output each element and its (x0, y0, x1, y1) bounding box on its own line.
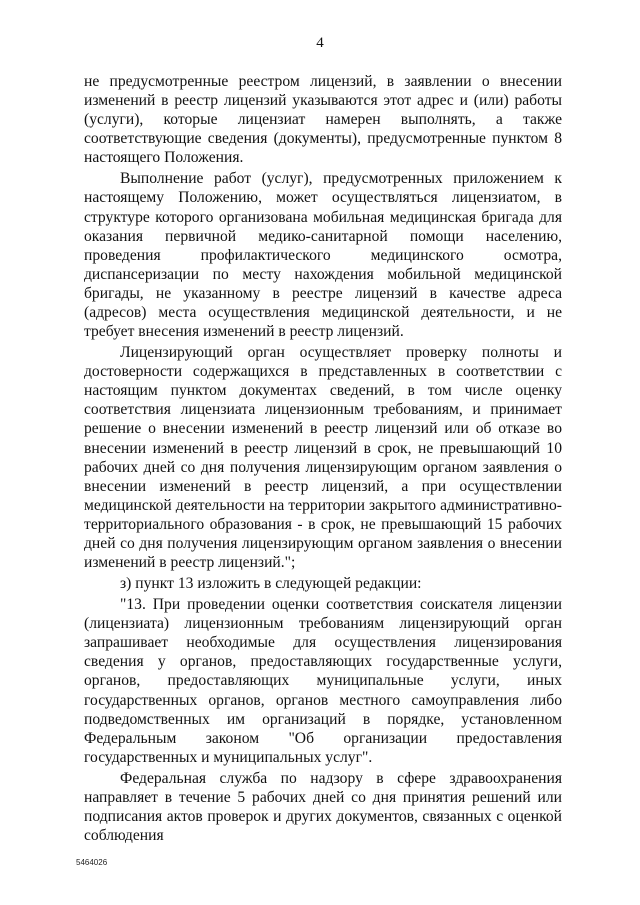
page-number: 4 (316, 35, 324, 51)
paragraph-point-13: "13. При проведении оценки соответствия соискателя лицензии (лицензиата) лицензионным требованиям лицензирующий орган запрашивает необходимые для осуществления лицензирования сведения у органов, предоставляющих государственные услуги, органов, предоставляющих муниципальные услуги, иных государственных органов, органов местного самоуправления либо подведомственных им организаций в порядке, установленном Федеральным законом "Об организации предоставления государственных и муниципальных услуг". (84, 596, 562, 766)
document-code: 5464026 (76, 858, 108, 867)
paragraph-mobile-brigade: Выполнение работ (услуг), предусмотренных приложением к настоящему Положению, может осуществляться лицензиатом, в структуре которого организована мобильная медицинская бригада для оказания первичной медико-санитарной помощи населению, проведения профилактического медицинского осмотра, диспансеризации по месту нахождения мобильной медицинской бригады, не указанному в реестре лицензий в качестве адреса (адресов) места осуществления медицинской деятельности, и не требует внесения изменений в реестр лицензий. (84, 170, 562, 341)
paragraph-continuation: не предусмотренные реестром лицензий, в заявлении о внесении изменений в реестр лицензий указываются этот адрес и (или) работы (услуги), которые лицензиат намерен выполнять, а также соответствующие сведения (документы), предусмотренные пунктом 8 настоящего Положения. (84, 73, 562, 167)
paragraph-item-z: з) пункт 13 изложить в следующей редакции: (120, 575, 422, 593)
document-body (84, 72, 562, 847)
paragraph-licensing-check: Лицензирующий орган осуществляет проверку полноты и достоверности содержащихся в представленных в соответствии с настоящим пунктом документах сведений, в том числе оценку соответствия лицензиата лицензионным требованиям, и принимает решение о внесении изменений в реестр лицензий или об отказе во внесении изменений в реестр лицензий в срок, не превышающий 10 рабочих дней со дня получения лицензирующим органом заявления о внесении изменений в реестр лицензий, а при осуществлении медицинской деятельности на территории закрытого административно-территориального образования - в срок, не превышающий 15 рабочих дней со дня получения лицензирующим органом заявления о внесении изменений в реестр лицензий."; (84, 344, 562, 572)
paragraph-federal-service: Федеральная служба по надзору в сфере здравоохранения направляет в течение 5 рабочих дней со дня принятия решений или подписания актов проверок и других документов, связанных с оценкой соблюдения (84, 769, 562, 845)
